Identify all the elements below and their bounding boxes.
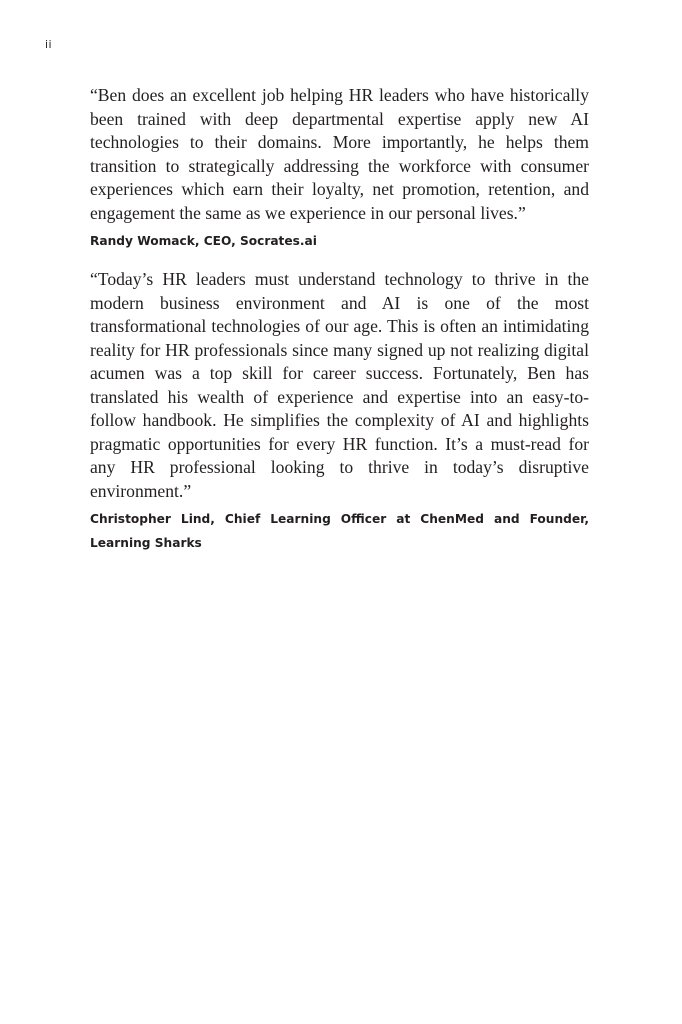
testimonial-attribution: Christopher Lind, Chief Learning Officer at ChenMed and Founder, Learning Sharks (90, 512, 589, 550)
testimonial-christopher-lind (90, 268, 589, 555)
testimonial-quote: “Today’s HR leaders must understand technology to thrive in the modern business environment and AI is one of the most transformational technologies of our age. This is often an intimidating reality for HR professionals since many signed up not realizing digital acumen was a top skill for career success. Fortunately, Ben has translated his wealth of experience and expertise into an easy-to-follow handbook. He simplifies the complexity of AI and highlights pragmatic opportunities for every HR function. It’s a must-read for any HR professional looking to thrive in today’s disruptive environment.” (90, 269, 589, 501)
testimonial-attribution: Randy Womack, CEO, Socrates.ai (90, 234, 317, 248)
page-number: ii (45, 38, 53, 51)
testimonial-quote: “Ben does an excellent job helping HR leaders who have historically been trained with deep departmental expertise apply new AI technologies to their domains. More importantly, he helps them transition to strategically addressing the workforce with consumer experiences which earn their loyalty, net promotion, retention, and engagement the same as we experience in our personal lives.” (90, 85, 589, 223)
testimonial-randy-womack (90, 84, 589, 253)
